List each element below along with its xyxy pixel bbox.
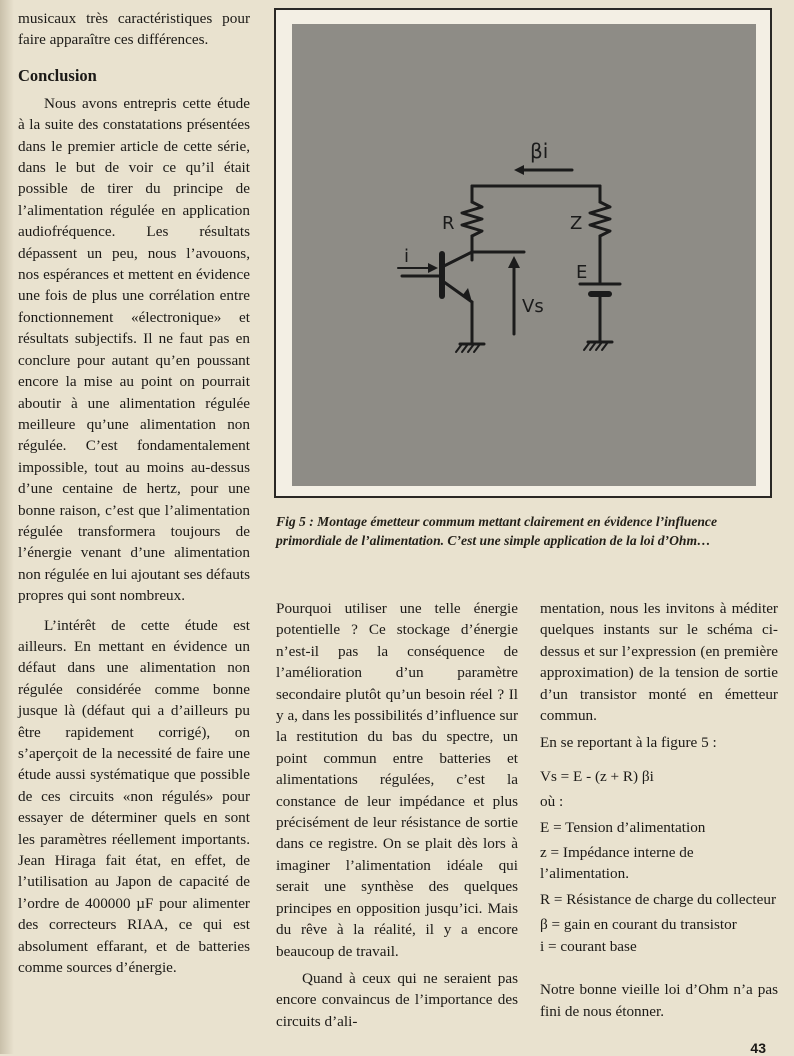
vs-formula: Vs = E - (z + R) βi [540, 767, 654, 785]
figure-5-frame [274, 8, 772, 498]
conclusion-paragraph-1: Nous avons entrepris cette étude à la suite des constatations présentées dans le premier article de cette série, dans le but de voir ce qu’il était possible de tirer du principe de l’alimentation régulée en application audiofréquence. Les résultats dépassent un peu, nous l’avouons, nos espérances et mettent en évidence une fois de plus une corrélation entre fonctionnement «électronique» et résultats subjectifs. Il ne faut pas en conclure pour autant qu’en poussant encore la mise au point on pourrait aboutir à une alimentation régulée meilleure qu’une alimentation non régulée. C’est fondamentalement impossible, tout au moins au-dessus d’une centaine de hertz, pour une bonne raison, c’est que l’alimentation régulée transformera toujours de l’énergie venant d’une alimentation non régulée en lui ajoutant ses défauts propres qui sont nombreux. [18, 94, 250, 605]
intro-text: musicaux très caractéristiques pour faire apparaître ces différences. [18, 10, 250, 49]
definition-r: R = Résistance de charge du collecteur [540, 890, 777, 908]
label-beta-i: βi [530, 139, 549, 163]
definition-beta: β = gain en courant du transistor [540, 916, 737, 934]
common-emitter-circuit [292, 24, 756, 486]
middle-paragraph-2: Quand à ceux qui ne seraient pas encore convaincus de l’importance des circuits d’ali- [276, 969, 518, 1030]
definition-e: E = Tension d’alimentation [540, 818, 706, 836]
page-number: 43 [750, 1040, 766, 1056]
closing-remark: Notre bonne vieille loi d’Ohm n’a pas fini de nous étonner. [540, 981, 778, 1020]
label-vs: Vs [522, 296, 544, 317]
page-binding-shadow [0, 0, 14, 1054]
middle-column [276, 598, 518, 1032]
figure-5-caption: Fig 5 : Montage émetteur commum mettant clairement en évidence l’influence primordiale de l’alimentation. C’est une simple application de la loi d’Ohm… [276, 514, 717, 548]
circuit-diagram-panel [292, 24, 756, 486]
label-z: Z [570, 213, 583, 234]
definition-i: i = courant base [540, 937, 637, 955]
middle-paragraph-1: Pourquoi utiliser une telle énergie potentielle ? Ce stockage d’énergie n’est-il pas la conséquence de l’amélioration d’un paramètre secondaire plutôt qu’un besoin réel ? Il y a, dans les possibilités d’influence sur la restitution du bas du spectre, un point commun entre batteries et alimentations régulées, c’est la constance de leur impédance et plus précisément de leur résistance de sortie dans ce registre. On se plait dès lors à imaginer l’alimentation idéale qui serait une synthèse des quelques principes en opposition jusqu’ici. Mais du rêve à la réalité, il y a encore beaucoup de travail. [276, 600, 518, 960]
input-i-arrow-head [428, 263, 438, 273]
where-label: où : [540, 793, 564, 811]
label-e: E [576, 262, 588, 283]
right-paragraph-2: En se reportant à la figure 5 : [540, 734, 717, 752]
right-column [540, 598, 778, 1022]
right-paragraph-1: mentation, nous les invitons à méditer quelques instants sur le schéma ci-dessus et sur l’expression (en première approximation) de la tension de sortie d’un transistor monté en émetteur commun. [540, 600, 778, 725]
label-i: i [404, 246, 410, 267]
conclusion-heading: Conclusion [18, 65, 97, 85]
transistor-collector-lead [444, 252, 472, 266]
definition-z: z = Impédance interne de l’alimentation. [540, 844, 694, 883]
conclusion-paragraph-2: L’intérêt de cette étude est ailleurs. En mettant en évidence un défaut dans une alimentation non régulée considérée comme bonne jusque là (défaut qui a d’ailleurs pu être rapidement corrigé), on s’aperçoit de la necessité de faire une étude aussi systématique que possible de ces circuits «non régulés» pour essayer de déterminer quels en sont les paramètres réellement importants. Jean Hiraga fait état, en effet, de l’utilisation au Japon de capacité de l’ordre de 400000 µF pour alimenter des correcteurs RIAA, ce qui est absolument effarant, et de batteries comme sources d’énergie. [18, 616, 250, 977]
label-r: R [442, 213, 455, 234]
left-column [18, 8, 250, 978]
vs-arrow-head [508, 256, 520, 268]
resistor-r-symbol [462, 202, 482, 236]
beta-i-arrow-head [514, 165, 524, 175]
resistor-z-symbol [590, 202, 610, 236]
